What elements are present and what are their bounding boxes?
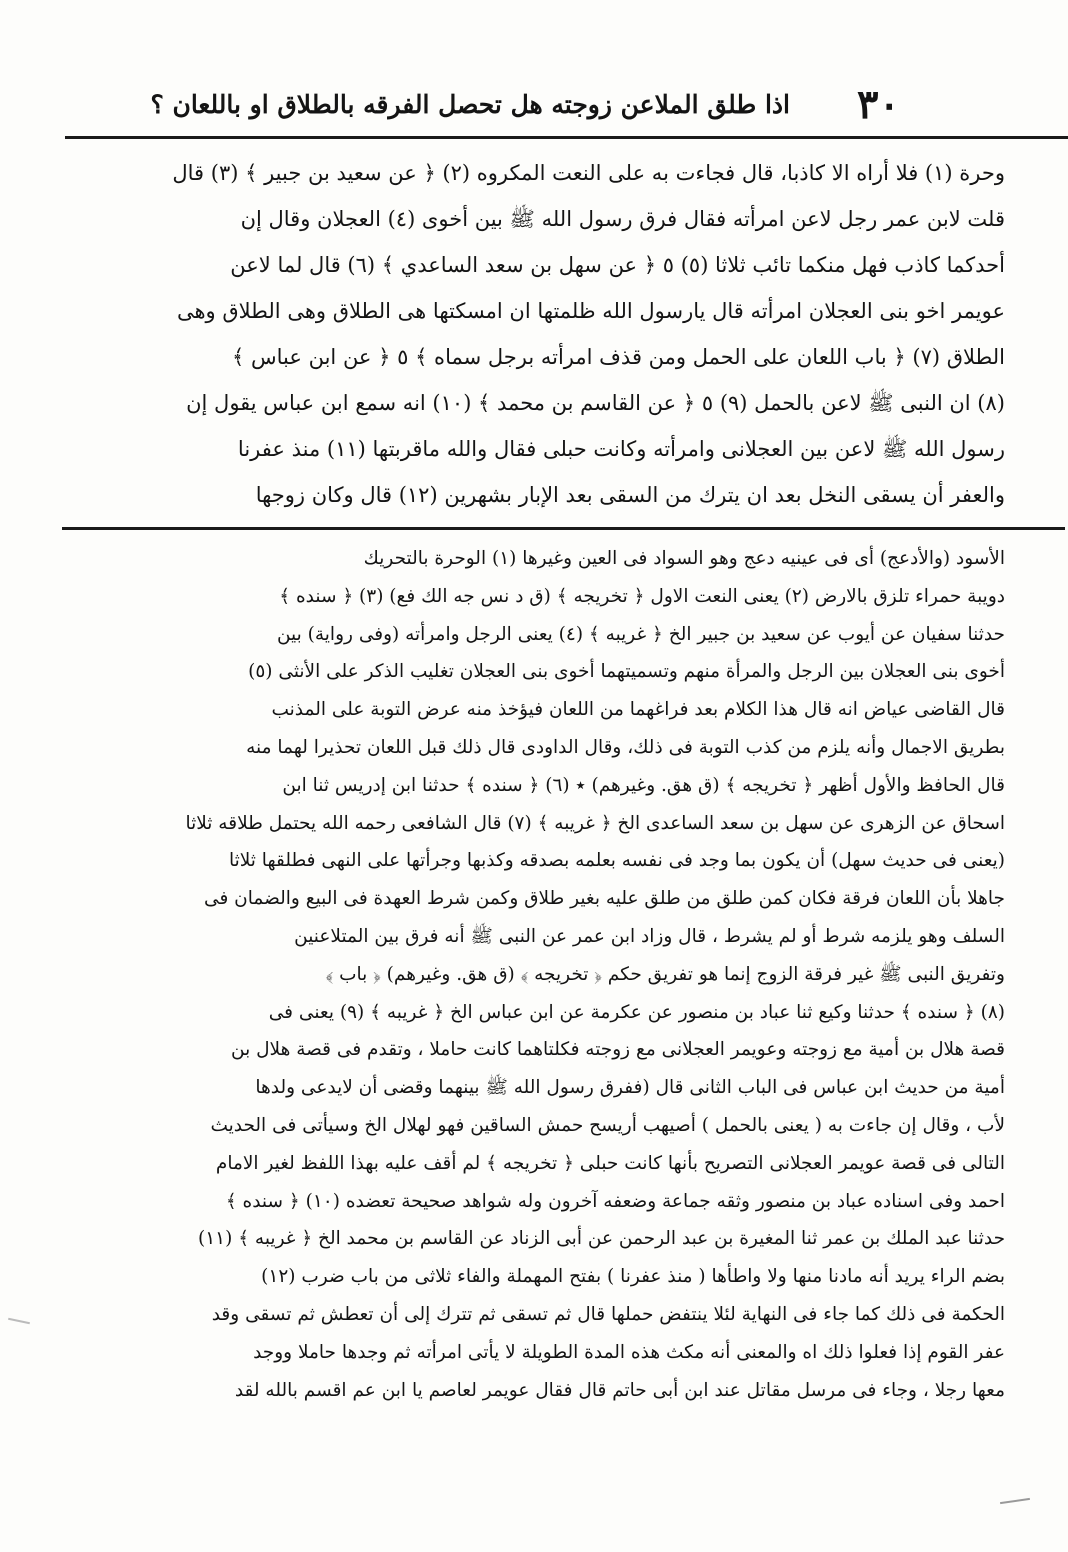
commentary-line: قصة هلال بن أمية مع زوجته وعويمر العجلانى مع زوجته فكلتاهما كانت حاملا ، وتقدم فى قصة هلال بن — [230, 1039, 1005, 1061]
main-hadith-text — [75, 150, 1005, 518]
commentary-line: قال القاضى عياض انه قال هذا الكلام بعد فراغهما من اللعان فيؤخذ منه عرض التوبة على المذنب — [271, 699, 1005, 721]
commentary-line: أخوى بنى العجلان بين الرجل والمرأة منهم وتسميتهما أخوى بنى العجلان تغليب الذكر على الأنثى (٥) — [248, 661, 1005, 683]
commentary-line: التالى فى قصة عويمر العجلانى التصريح بأنها كانت حبلى ﴿ تخريجه ﴾ لم أقف عليه بهذا اللفظ لغير الامام — [215, 1152, 1005, 1174]
main-line — [75, 288, 1005, 334]
main-line-text: (٨) ان النبى ﷺ لاعن بالحمل (٩) ٥ ﴿ عن القاسم بن محمد ﴾ (١٠) انه سمع ابن عباس يقول إن — [186, 391, 1005, 415]
commentary-line: معها رجلا ، وجاء فى مرسل مقاتل عند ابن أبى حاتم قال فقال عويمر لعاصم يا ابن عم اقسم بالله لقد — [234, 1379, 1005, 1401]
main-line — [75, 426, 1005, 472]
header-divider — [65, 136, 1068, 139]
commentary-line: أمية من حديث ابن عباس فى الباب الثانى قال (ففرق رسول الله ﷺ بينهما وقضى أن لايدعى ولدها — [255, 1077, 1005, 1099]
main-line — [75, 334, 1005, 380]
commentary-line: حدثنا سفيان عن أيوب عن سعيد بن جبير الخ ﴿ غريبه ﴾ (٤) يعنى الرجل وامرأته (وفى رواية) بين — [276, 623, 1005, 645]
commentary-line: اسحاق عن الزهرى عن سهل بن سعد الساعدى الخ ﴿ غريبه ﴾ (٧) قال الشافعى رحمه الله يحتمل طلاقه ثلاثا — [185, 812, 1005, 834]
page-number: ٣٠ — [857, 81, 900, 128]
commentary-line: قال الحافظ والأول أظهر ﴿ تخريجه ﴾ (ق هق. وغيرهم) ٭ (٦) ﴿ سنده ﴾ حدثنا ابن إدريس ثنا ابن — [282, 774, 1005, 796]
main-line-text: الطلاق (٧) ﴿ باب اللعان على الحمل ومن قذف امرأته برجل سماه ﴾ ٥ ﴿ عن ابن عباس ﴾ — [232, 345, 1005, 369]
commentary-section — [65, 540, 1005, 1409]
main-line — [75, 196, 1005, 242]
main-line-text: والعفر أن يسقى النخل بعد ان يترك من السقى بعد الإبار بشهرين (١٢) قال وكان زوجها — [255, 483, 1005, 507]
main-line-text: رسول الله ﷺ لاعن بين العجلانى وامرأته وكانت حبلى فقال والله ماقربتها (١١) منذ عفرنا — [237, 437, 1005, 461]
commentary-line: الأسود (والأدعج) أى فى عينيه دعج وهو السواد فى العين وغيرها (١) الوحرة بالتحريك — [363, 548, 1005, 569]
commentary-line: احمد وفى اسناده عباد بن منصور وثقه جماعة وضعفه آخرون وله شواهد صحيحة تعضده (١٠) ﴿ سنده ﴾ — [225, 1190, 1005, 1212]
main-line — [75, 472, 1005, 518]
commentary-line: حدثنا عبد الملك بن عمر ثنا المغيرة بن عبد الرحمن عن أبى الزناد عن القاسم بن محمد الخ ﴿ غريبه ﴾ (١١) — [198, 1228, 1005, 1250]
scan-mark — [8, 1318, 30, 1325]
main-line — [75, 150, 1005, 196]
commentary-line: بطريق الاجمال وأنه يلزم من كذب التوبة فى ذلك، وقال الداودى قال ذلك قبل اللعان تحذيرا لهما منه — [246, 736, 1005, 758]
commentary-line: السلف وهو يلزمه شرط أو لم يشرط ، قال وزاد ابن عمر عن النبى ﷺ أنه فرق بين المتلاعنين — [294, 925, 1005, 947]
main-line — [75, 242, 1005, 288]
page-title: اذا طلق الملاعن زوجته هل تحصل الفرقه بالطلاق او باللعان ؟ — [150, 90, 790, 119]
main-line-text: وحرة (١) فلا أراه الا كاذبا، قال فجاءت به على النعت المكروه (٢) ﴿ عن سعيد بن جبير ﴾ (٣) قال — [172, 161, 1005, 185]
main-line-text: عويمر اخو بنى العجلان امرأته قال يارسول الله ظلمتها ان امسكتها هى الطلاق وهى الطلاق وهى — [176, 299, 1005, 323]
main-line-text: قلت لابن عمر رجل لاعن امرأته فقال فرق رسول الله ﷺ بين أخوى (٤) العجلان وقال إن — [240, 207, 1005, 231]
commentary-line: وتفريق النبى ﷺ غير فرقة الزوج إنما هو تفريق حكم ﴿ تخريجه ﴾ (ق هق. وغيرهم) ﴿ باب ﴾ — [325, 963, 1005, 985]
commentary-line: الحكمة فى ذلك كما جاء فى النهاية لئلا ينتفض حملها قال ثم تسقى ثم تترك إلى أن تعطش ثم تسقى وقد — [211, 1303, 1005, 1325]
commentary-line: دويبة حمراء تلزق بالارض (٢) يعنى النعت الاول ﴿ تخريجه ﴾ (ق د نس جه الك فع) (٣) ﴿ سنده ﴾ — [279, 585, 1005, 607]
commentary-line: جاهلا بأن اللعان فرقة فكان كمن طلق من طلق عليه بغير طلاق وكمن شرط العهدة فى البيع والضمان فى — [204, 888, 1005, 910]
commentary-line: (٨) ﴿ سنده ﴾ حدثنا وكيع ثنا عباد بن منصور عن عكرمة عن ابن عباس الخ ﴿ غريبه ﴾ (٩) يعنى فى — [268, 1001, 1005, 1023]
commentary-line: بضم الراء يريد أنه مادنا منها ولا واطأها ( منذ عفرنا ) بفتح المهملة والفاء ثلاثى من باب ضرب (١٢) — [261, 1266, 1005, 1288]
main-line — [75, 380, 1005, 426]
commentary-line: لأب ، وقال إن جاءت به ( يعنى بالحمل ) أصيهب أريسح حمش الساقين فهو لهلال الخ وسيأتى فى الحديث — [210, 1114, 1005, 1136]
commentary-line: عفر القوم إذا فعلوا ذلك اه والمعنى أنه مكث هذه المدة الطويلة لا يأتى امرأته ثم وجدها حاملا ووجد — [253, 1341, 1005, 1363]
page-header — [150, 80, 900, 130]
text-divider — [62, 527, 1065, 530]
commentary-line: (يعنى فى حديث سهل) أن يكون بما وجد فى نفسه بعلمه بصدقه وكذبها وجرأتها على النهى فطلقها ثلاثا — [228, 850, 1005, 872]
main-line-text: أحدكما كاذب فهل منكما تائب ثلاثا (٥) ٥ ﴿ عن سهل بن سعد الساعدي ﴾ (٦) قال لما لاعن — [230, 253, 1005, 277]
scan-mark — [1000, 1498, 1030, 1504]
